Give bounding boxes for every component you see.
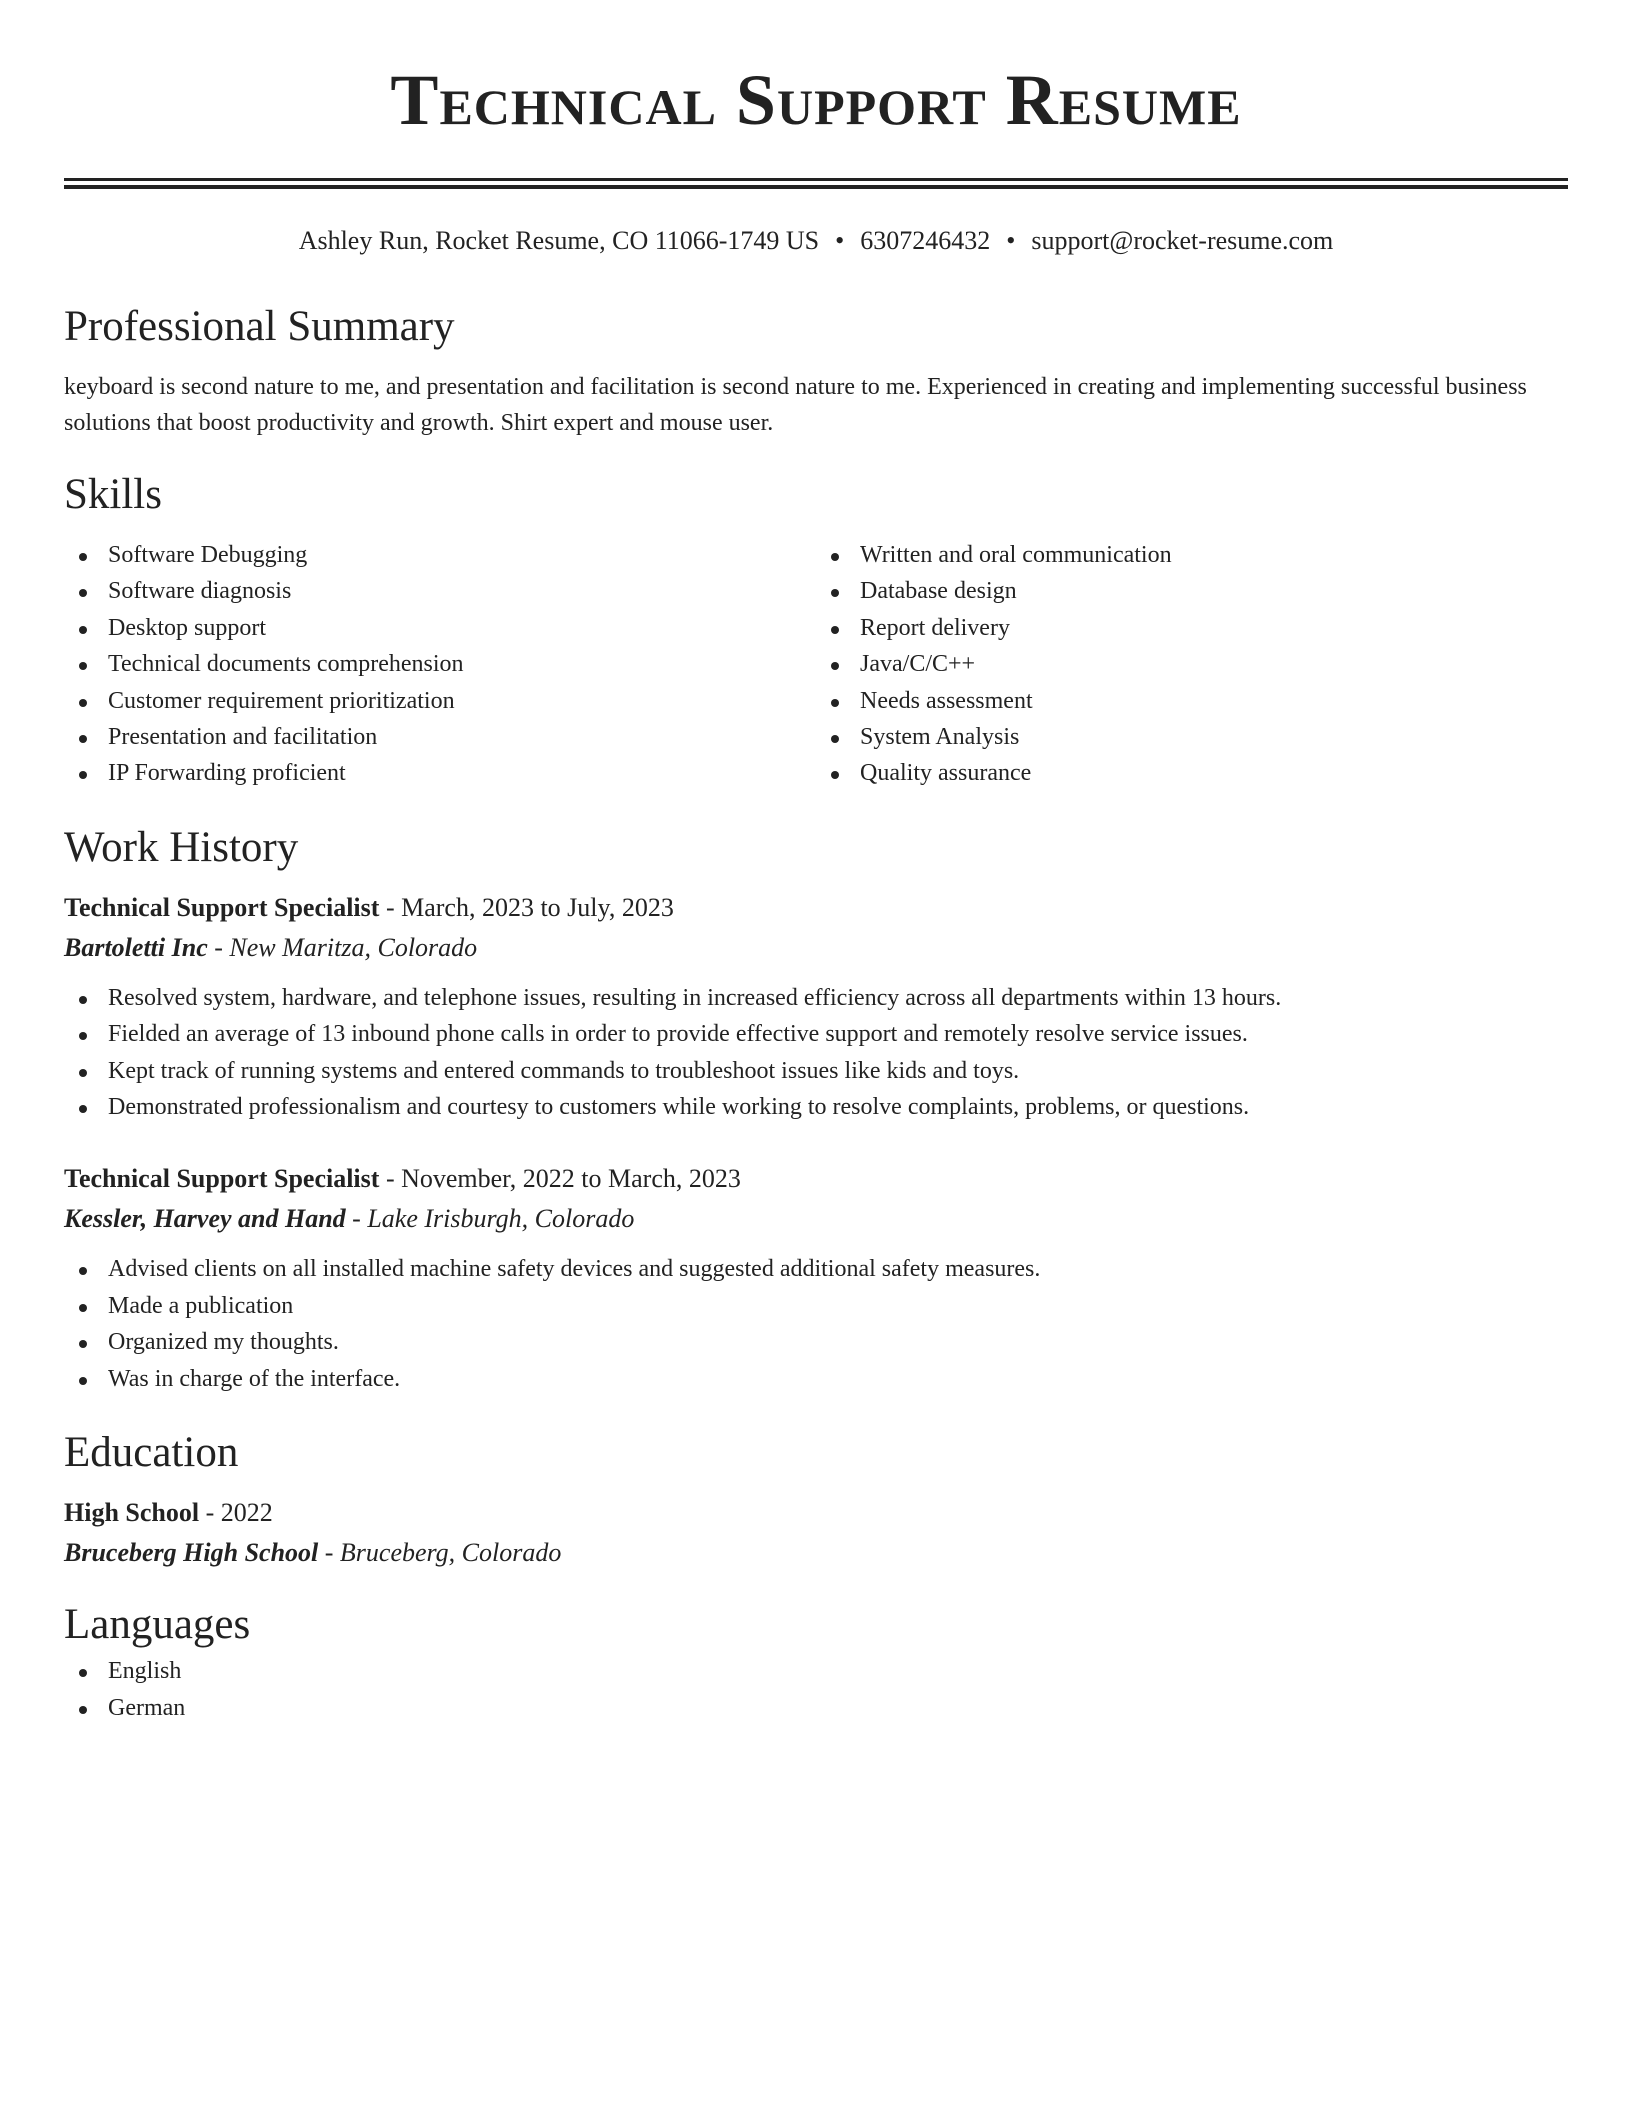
job-duty: Demonstrated professionalism and courtesy to customers while working to resolve complaints, problems, or questions.: [64, 1089, 1568, 1125]
education-school: Bruceberg High School: [64, 1538, 319, 1568]
section-heading-skills: Skills: [64, 471, 162, 518]
education-degree: High School: [64, 1498, 200, 1528]
job-duty: Advised clients on all installed machine safety devices and suggested additional safety measures.: [64, 1251, 1568, 1287]
summary-section: [64, 299, 1568, 441]
job-location: - Lake Irisburgh, Colorado: [345, 1204, 635, 1234]
contact-line: [64, 225, 1568, 257]
skill-item: Customer requirement prioritization: [64, 683, 816, 719]
work-history-section: [64, 820, 1568, 1397]
contact-phone: 6307246432: [860, 226, 991, 255]
job-duty: Resolved system, hardware, and telephone issues, resulting in increased efficiency across all departments within 13 hours.: [64, 980, 1568, 1016]
job-header: [64, 888, 1568, 928]
job-duty: Made a publication: [64, 1288, 1568, 1324]
skill-item: Software diagnosis: [64, 573, 816, 609]
skills-column-left: [64, 537, 816, 792]
skill-item: Technical documents comprehension: [64, 646, 816, 682]
job-duty: Was in charge of the interface.: [64, 1361, 1568, 1397]
skill-item: Needs assessment: [816, 683, 1568, 719]
job-duty: Fielded an average of 13 inbound phone calls in order to provide effective support and remotely resolve service issues.: [64, 1016, 1568, 1052]
job-title: Technical Support Specialist: [64, 1164, 380, 1194]
skills-grid: [64, 537, 1568, 792]
job-duty: Kept track of running systems and entered commands to troubleshoot issues like kids and toys.: [64, 1053, 1568, 1089]
skill-item: System Analysis: [816, 719, 1568, 755]
languages-section: [64, 1597, 1568, 1726]
job-title: Technical Support Specialist: [64, 892, 380, 922]
summary-text: keyboard is second nature to me, and presentation and facilitation is second nature to me. Experienced in creating and implementing successful business solutions that boost productivity and growth. Shirt expert and mouse user.: [64, 374, 1527, 436]
contact-email: support@rocket-resume.com: [1031, 226, 1334, 255]
job-duty: Organized my thoughts.: [64, 1324, 1568, 1360]
job-dates: - November, 2022 to March, 2023: [379, 1164, 741, 1194]
skill-item: Database design: [816, 573, 1568, 609]
education-section: [64, 1425, 1568, 1573]
skill-item: Desktop support: [64, 610, 816, 646]
skills-section: [64, 467, 1568, 792]
skill-item: Written and oral communication: [816, 537, 1568, 573]
job-dates: - March, 2023 to July, 2023: [379, 892, 674, 922]
language-item: English: [64, 1653, 1568, 1689]
job-company: Bartoletti Inc: [64, 932, 208, 962]
title-divider: [64, 178, 1568, 189]
skills-list-right: [816, 537, 1568, 792]
bullet-separator: •: [1006, 226, 1016, 255]
skill-item: Quality assurance: [816, 755, 1568, 791]
job-entry: [64, 888, 1568, 1126]
education-school-line: [64, 1533, 1568, 1573]
education-location: - Bruceberg, Colorado: [318, 1538, 562, 1568]
bullet-separator: •: [835, 226, 845, 255]
education-header: [64, 1493, 1568, 1533]
skills-list-left: [64, 537, 816, 792]
languages-list: [64, 1653, 1568, 1726]
job-company-line: [64, 928, 1568, 968]
education-entry: [64, 1493, 1568, 1573]
job-location: - New Maritza, Colorado: [207, 932, 478, 962]
job-duties-list: [64, 1251, 1568, 1397]
education-year: - 2022: [199, 1498, 273, 1528]
section-heading-languages: Languages: [64, 1601, 251, 1649]
skill-item: Java/C/C++: [816, 646, 1568, 682]
skill-item: Presentation and facilitation: [64, 719, 816, 755]
job-company-line: [64, 1199, 1568, 1239]
skill-item: Software Debugging: [64, 537, 816, 573]
skill-item: Report delivery: [816, 610, 1568, 646]
section-heading-summary: Professional Summary: [64, 303, 455, 350]
job-header: [64, 1159, 1568, 1199]
resume-title: Technical Support Resume: [390, 60, 1242, 140]
job-entry: [64, 1159, 1568, 1397]
contact-address: Ashley Run, Rocket Resume, CO 11066-1749 US: [298, 226, 820, 255]
language-item: German: [64, 1690, 1568, 1726]
job-company: Kessler, Harvey and Hand: [64, 1204, 346, 1234]
skill-item: IP Forwarding proficient: [64, 755, 816, 791]
skills-column-right: [816, 537, 1568, 792]
section-heading-work: Work History: [64, 823, 299, 871]
job-duties-list: [64, 980, 1568, 1126]
section-heading-education: Education: [64, 1429, 239, 1477]
